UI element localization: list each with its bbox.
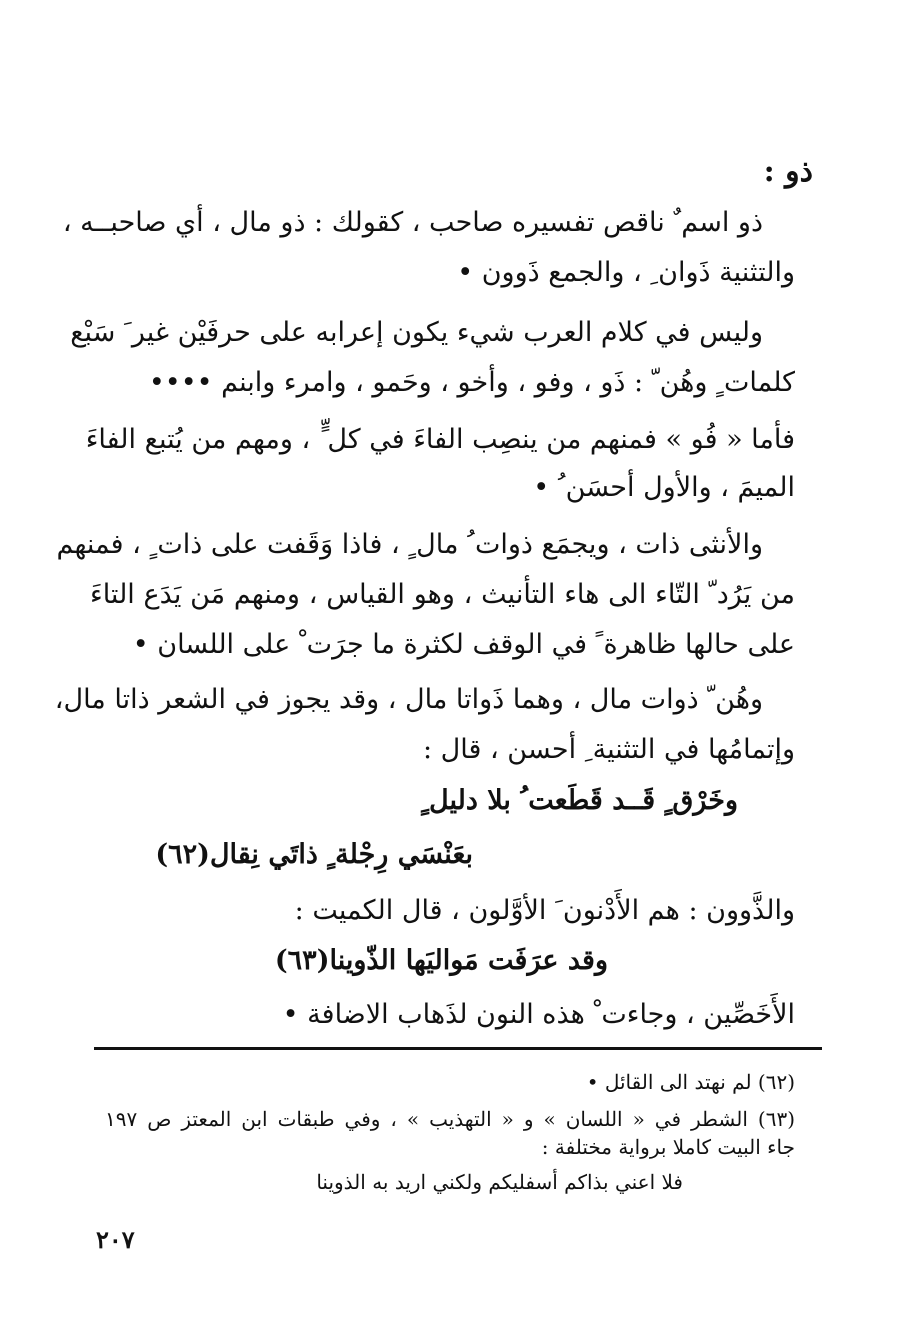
body-line-6: الميمَ ، والأول أحسَن ُ • (533, 472, 795, 503)
body-line-12: والذَّوون : هم الأَدْنون َ الأوَّلون ، قال الكميت : (294, 895, 795, 926)
body-line-4: كلمات ٍ وهُن ّ : ذَو ، وفو ، وأخو ، وحَمو ، وامرء وابنم •••• (148, 367, 795, 398)
footnote-verse: فلا اعني بذاكم أسفليكم ولكني اريد به الذوينا (316, 1170, 683, 1194)
body-line-5: فأما « فُو » فمنهم من ينصِب الفاءَ في كل ٍّ ، ومهم من يُتبع الفاءَ (85, 424, 795, 455)
body-line-7: والأنثى ذات ، ويجمَع ذوات ُ مال ٍ ، فاذا وَقَفت على ذات ٍ ، فمنهم (56, 529, 763, 560)
verse-line-3: وقد عرَفَت مَواليَها الذّوينا(٦٣) (274, 945, 608, 976)
footnote-62: (٦٢) لم نهتد الى القائل • (586, 1070, 795, 1094)
body-line-11: وإتمامُها في التثنية ِ أحسن ، قال : (422, 734, 795, 765)
body-line-10: وهُن ّ ذوات مال ، وهما ذَواتا مال ، وقد يجوز في الشعر ذاتا مال، (54, 684, 763, 715)
verse-line-1: وخَرْق ٍ قَــد قَطَعت ُ بلا دليل ٍ (421, 785, 738, 816)
body-line-2: والتثنية ذَوان ِ ، والجمع ذَوون • (457, 257, 795, 288)
verse-line-2: بعَنْسَي رِجْلة ٍ ذاتَي نِقال(٦٢) (155, 839, 473, 870)
body-line-13: الأَخَصِّين ، وجاءت ْ هذه النون لذَهاب الاضافة • (282, 999, 795, 1030)
page-number: ٢٠٧ (96, 1225, 135, 1254)
entry-heading: ذو : (763, 154, 813, 189)
footnote-63: (٦٣) الشطر في « اللسان » و « التهذيب » ، وفي طبقات ابن المعتز ص ١٩٧ (105, 1107, 795, 1131)
body-line-8: من يَرُد ّ التّاء الى هاء التأنيث ، وهو القياس ، ومنهم مَن يَدَع التاءَ (90, 579, 795, 610)
footnote-63-continued: جاء البيت كاملا برواية مختلفة : (541, 1135, 795, 1159)
body-line-3: وليس في كلام العرب شيء يكون إعرابه على حرفَيْن غير َ سَبْع (70, 317, 763, 348)
body-line-1: ذو اسم ٌ ناقص تفسيره صاحب ، كقولك : ذو مال ، أي صاحبــه ، (62, 207, 763, 238)
body-line-9: على حالها ظاهرة ً في الوقف لكثرة ما جرَت ْ على اللسان • (132, 629, 795, 660)
footnote-divider (94, 1047, 822, 1050)
